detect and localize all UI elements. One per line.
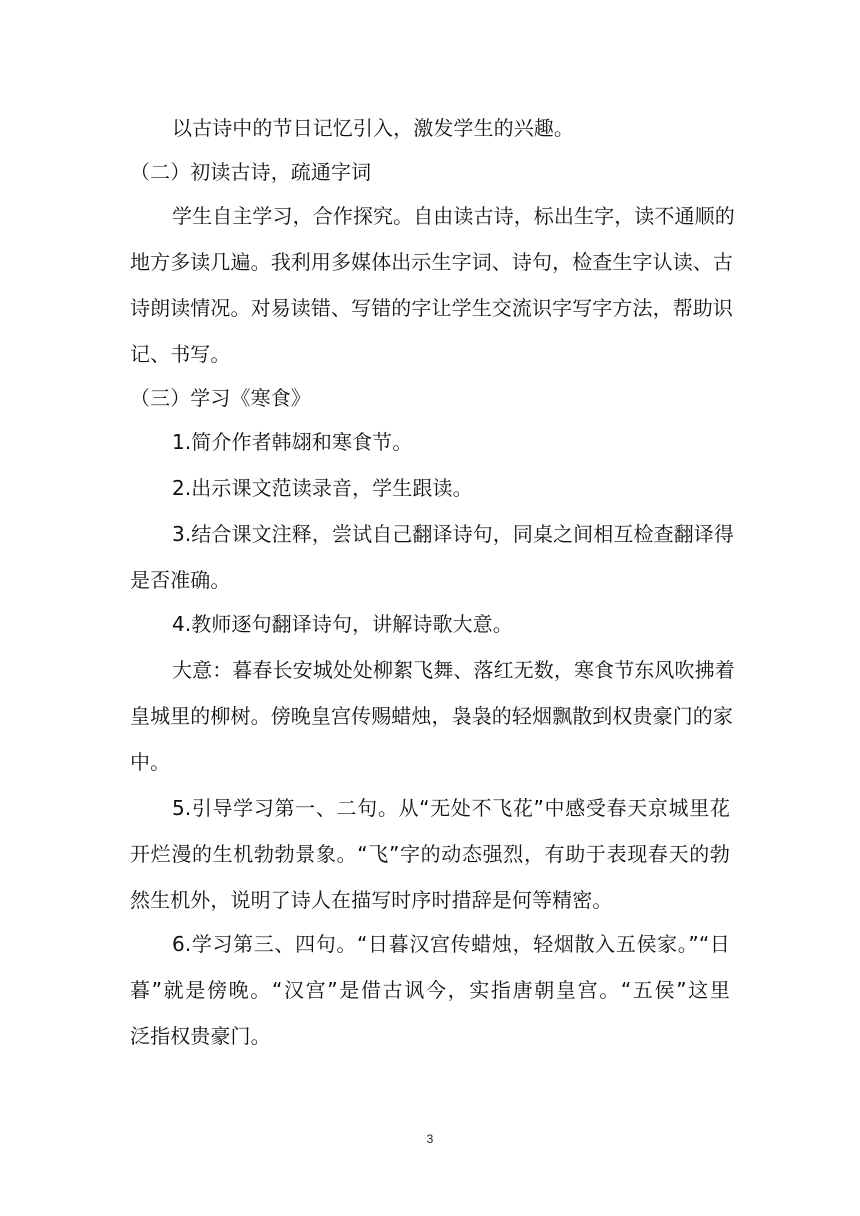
paragraph-line: 地方多读几遍。我利用多媒体出示生字词、诗句，检查生字认读、古: [130, 250, 733, 274]
paragraph-line: 大意：暮春长安城处处柳絮飞舞、落红无数，寒食节东风吹拂着: [172, 658, 735, 682]
page-number: 3: [426, 1132, 434, 1146]
paragraph-line: 暮”就是傍晚。“汉宫”是借古讽今，实指唐朝皇宫。“五侯”这里: [130, 978, 730, 1002]
paragraph-line: 学生自主学习，合作探究。自由读古诗，标出生字，读不通顺的: [172, 204, 735, 228]
list-item: 3.结合课文注释，尝试自己翻译诗句，同桌之间相互检查翻译得: [172, 522, 734, 546]
paragraph-line: 皇城里的柳树。傍晚皇宫传赐蜡烛，袅袅的轻烟飘散到权贵豪门的家: [130, 704, 733, 728]
paragraph-line: 然生机外，说明了诗人在描写时序时措辞是何等精密。: [130, 888, 613, 912]
paragraph-line: 开烂漫的生机勃勃景象。“飞”字的动态强烈，有助于表现春天的勃: [130, 842, 730, 866]
paragraph-line: 泛指权贵豪门。: [130, 1024, 271, 1048]
list-item: 4.教师逐句翻译诗句，讲解诗歌大意。: [172, 612, 513, 636]
list-item: 5.引导学习第一、二句。从“无处不飞花”中感受春天京城里花: [172, 796, 730, 820]
paragraph-line: 是否准确。: [130, 568, 231, 592]
paragraph-intro: 以古诗中的节日记忆引入，激发学生的兴趣。: [172, 116, 574, 140]
section-heading-2: （二）初读古诗，疏通字词: [130, 160, 372, 184]
list-item: 6.学习第三、四句。“日暮汉宫传蜡烛，轻烟散入五侯家。”“日: [172, 932, 730, 956]
paragraph-line: 中。: [130, 750, 171, 774]
section-heading-3: （三）学习《寒食》: [130, 386, 311, 410]
list-item: 1.简介作者韩翃和寒食节。: [172, 430, 413, 454]
paragraph-line: 记、书写。: [130, 342, 231, 366]
paragraph-line: 诗朗读情况。对易读错、写错的字让学生交流识字写字方法，帮助识: [130, 296, 733, 320]
list-item: 2.出示课文范读录音，学生跟读。: [172, 476, 473, 500]
